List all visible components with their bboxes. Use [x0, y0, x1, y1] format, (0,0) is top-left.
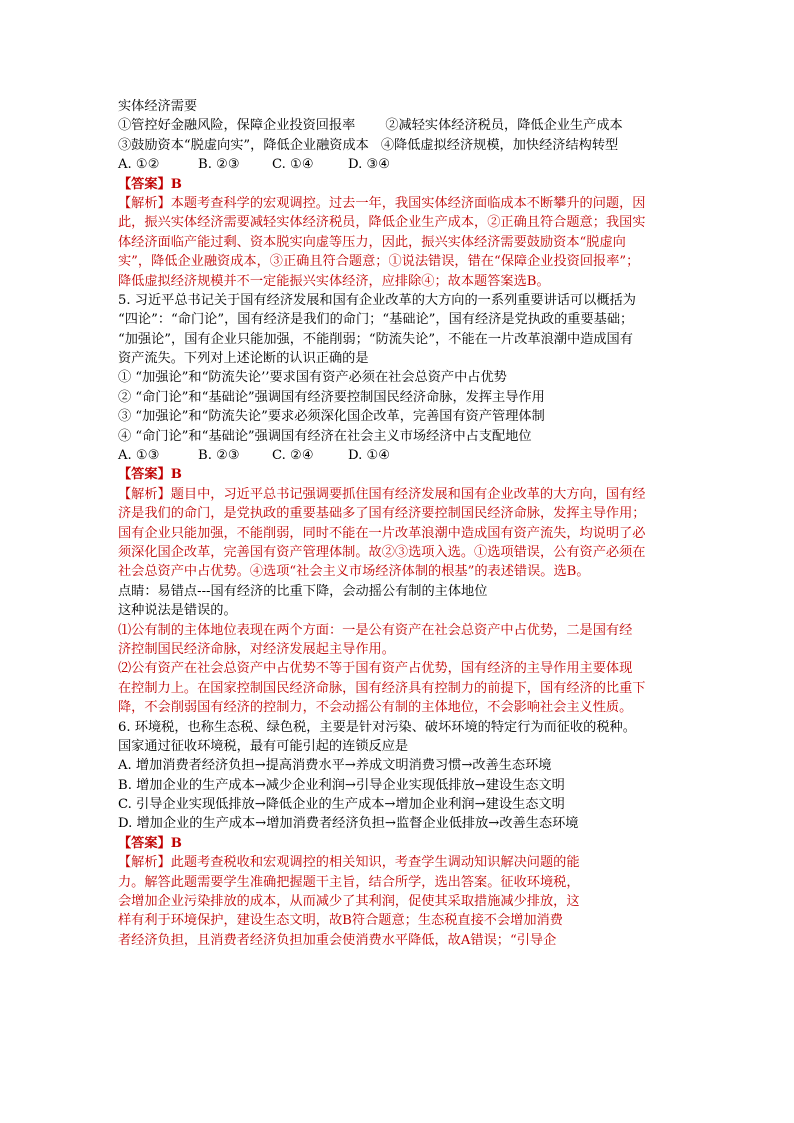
- q6-analysis-line: 【解析】此题考查税收和宏观调控的相关知识，考查学生调动知识解决问题的能: [118, 855, 580, 871]
- q5-statement: ④ “命门论”和“基础论”强调国有经济在社会主义市场经济中占支配地位: [118, 428, 532, 444]
- q6-analysis-line: 力。解答此题需要学生准确把握题干主旨，结合所学，选出答案。征收环境税，: [118, 874, 580, 890]
- q5-choice-c: C. ②④: [272, 448, 314, 464]
- q5-stem-line: “四论”：“命门论”，国有经济是我们的命门；“基础论”，国有经济是党执政的重要基础；: [118, 312, 634, 328]
- q6-answer: 【答案】B: [118, 835, 182, 851]
- q6-stem-line: 6. 环境税，也称生态税、绿色税，主要是针对污染、破坏环境的特定行为而征收的税种。: [118, 719, 636, 735]
- q4-choice-d: D. ③④: [348, 157, 391, 173]
- q4-option-3: ③鼓励资本“脱虚向实”，降低企业融资成本: [118, 137, 369, 153]
- q4-analysis-line: 【解析】本题考查科学的宏观调控。过去一年，我国实体经济面临成本不断攀升的问题，因: [118, 195, 646, 211]
- q5-answer: 【答案】B: [118, 467, 182, 483]
- q5-choice-b: B. ②③: [198, 448, 240, 464]
- q5-stem-line: 资产流失。下列对上述论断的认识正确的是: [118, 351, 369, 367]
- q4-option-4: ④降低虚拟经济规模，加快经济结构转型: [380, 137, 619, 153]
- q4-analysis-line: 体经济面临产能过剩、资本脱实向虚等压力，因此，振兴实体经济需要鼓励资本“脱虚向: [118, 234, 626, 250]
- q6-analysis-line: 者经济负担，且消费者经济负担加重会使消费水平降低，故A错误；“引导企: [118, 932, 557, 948]
- q6-stem-line: 国家通过征收环境税，最有可能引起的连锁反应是: [118, 738, 409, 754]
- q5-statement: ③ “加强论”和“防流失论”要求必须深化国企改革，完善国有资产管理体制: [118, 409, 545, 425]
- q6-option-d: D. 增加企业的生产成本→增加消费者经济负担→监督企业低排放→改善生态环境: [118, 816, 579, 832]
- q5-analysis-line: 须深化国企改革，完善国有资产管理体制。故②③选项入选。①选项错误，公有资产必须在: [118, 544, 646, 560]
- q4-analysis-line: 此，振兴实体经济需要减轻实体经济税员，降低企业生产成本，②正确且符合题意；我国实: [118, 215, 646, 231]
- exam-page: [118, 97, 680, 950]
- q5-analysis-line: 【解析】题目中，习近平总书记强调要抓住国有经济发展和国有企业改革的大方向，国有经: [118, 486, 646, 502]
- q5-tip-detail: ⑴公有制的主体地位表现在两个方面：一是公有资产在社会总资产中占优势，二是国有经: [118, 622, 633, 638]
- q4-options-row-2: [118, 136, 680, 155]
- q5-tip-detail: 在控制力上。在国家控制国民经济命脉，国有经济具有控制力的前提下，国有经济的比重下: [118, 680, 646, 696]
- q4-option-1: ①管控好金融风险，保障企业投资回报率: [118, 118, 356, 134]
- q5-analysis-line: 济是我们的命门，是党执政的重要基础多了国有经济要控制国民经济命脉，发挥主导作用；: [118, 506, 646, 522]
- q6-analysis-line: 样有利于环境保护，建设生态文明，故B符合题意；生态税直接不会增加消费: [118, 913, 563, 929]
- q4-options-row-1: [118, 116, 680, 135]
- q5-choice-a: A. ①③: [118, 448, 160, 464]
- q4-answer: 【答案】B: [118, 176, 182, 192]
- q4-choices: [118, 155, 680, 174]
- q4-analysis-line: 实”，降低企业融资成本，③正确且符合题意；①说法错误，错在“保障企业投资回报率”；: [118, 254, 640, 270]
- q4-choice-c: C. ①④: [272, 157, 314, 173]
- q4-choice-a: A. ①②: [118, 157, 160, 173]
- q5-stem-line: 5. 习近平总书记关于国有经济发展和国有企业改革的大方向的一系列重要讲话可以概括为: [118, 292, 636, 308]
- q4-stem-tail: 实体经济需要: [118, 99, 198, 114]
- q5-analysis-line: 社会总资产中占优势。④选项“社会主义市场经济体制的根基”的表述错误。选B。: [118, 564, 590, 580]
- q6-option-a: A. 增加消费者经济负担→提高消费水平→养成文明消费习惯→改善生态环境: [118, 758, 552, 774]
- q5-statement: ① “加强论”和“防流失论’’要求国有资产必须在社会总资产中占优势: [118, 370, 507, 386]
- q4-choice-b: B. ②③: [198, 157, 240, 173]
- q5-tip-detail: 降，不会削弱国有经济的控制力，不会动摇公有制的主体地位，不会影响社会主义性质。: [118, 700, 633, 716]
- q5-choices: [118, 446, 680, 465]
- q5-tip-detail: ⑵公有资产在社会总资产中占优势不等于国有资产占优势，国有经济的主导作用主要体现: [118, 661, 633, 677]
- q4-option-2: ②减轻实体经济税员，降低企业生产成本: [385, 118, 623, 134]
- q5-statement: ② “命门论”和“基础论”强调国有经济要控制国民经济命脉，发挥主导作用: [118, 389, 545, 405]
- q5-choice-d: D. ①④: [348, 448, 391, 464]
- q6-option-b: B. 增加企业的生产成本→减少企业利润→引导企业实现低排放→建设生态文明: [118, 777, 565, 793]
- q6-analysis-line: 会增加企业污染排放的成本，从而减少了其利润，促使其采取措施减少排放，这: [118, 894, 580, 910]
- q5-stem-line: “加强论”，国有企业只能加强，不能削弱；“防流失论”，不能在一片改革浪潮中造成国有: [118, 331, 633, 347]
- q6-option-c: C. 引导企业实现低排放→降低企业的生产成本→增加企业利润→建设生态文明: [118, 797, 565, 813]
- q5-tip-line: 这种说法是错误的。: [118, 603, 237, 619]
- q4-analysis-line: 降低虚拟经济规模并不一定能振兴实体经济，应排除④；故本题答案选B。: [118, 273, 550, 289]
- q5-tip-line: 点睛：易错点---国有经济的比重下降，会动摇公有制的主体地位: [118, 583, 488, 599]
- q5-analysis-line: 国有企业只能加强，不能削弱，同时不能在一片改革浪潮中造成国有资产流失，均说明了必: [118, 525, 646, 541]
- q5-tip-detail: 济控制国民经济命脉，对经济发展起主导作用。: [118, 641, 395, 657]
